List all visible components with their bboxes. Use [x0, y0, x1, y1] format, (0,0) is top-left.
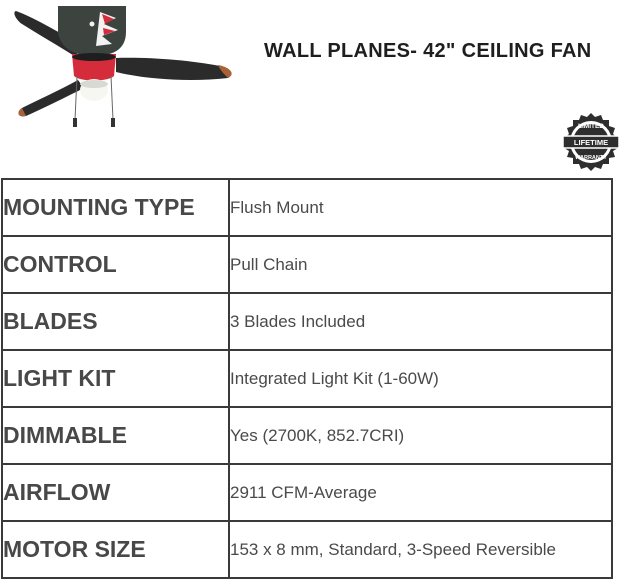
spec-label: LIGHT KIT [2, 350, 229, 407]
spec-label: BLADES [2, 293, 229, 350]
spec-table [1, 178, 613, 579]
spec-value: 3 Blades Included [229, 293, 612, 350]
spec-label: MOTOR SIZE [2, 521, 229, 578]
spec-value: Flush Mount [229, 179, 612, 236]
spec-label: MOUNTING TYPE [2, 179, 229, 236]
spec-value: Yes (2700K, 852.7CRI) [229, 407, 612, 464]
spec-label: CONTROL [2, 236, 229, 293]
spec-row-mounting-type [2, 179, 612, 236]
spec-value: Pull Chain [229, 236, 612, 293]
badge-top-text: LIMITED [578, 123, 604, 130]
spec-row-control [2, 236, 612, 293]
spec-label: AIRFLOW [2, 464, 229, 521]
badge-bottom-text: WARRANTY [575, 155, 607, 161]
spec-label: DIMMABLE [2, 407, 229, 464]
product-title: WALL PLANES- 42" CEILING FAN [264, 40, 592, 62]
fan-blade-right [116, 58, 232, 80]
ceiling-fan-image [8, 2, 238, 132]
spec-row-blades [2, 293, 612, 350]
lifetime-warranty-badge-icon [561, 111, 620, 171]
spec-row-airflow [2, 464, 612, 521]
spec-row-motor-size [2, 521, 612, 578]
fan-blade-lower [19, 80, 84, 116]
spec-row-light-kit [2, 350, 612, 407]
badge-middle-text: LIFETIME [573, 138, 609, 147]
spec-value: 153 x 8 mm, Standard, 3-Speed Reversible [229, 521, 612, 578]
spec-row-dimmable [2, 407, 612, 464]
spec-value: Integrated Light Kit (1-60W) [229, 350, 612, 407]
spec-value: 2911 CFM-Average [229, 464, 612, 521]
